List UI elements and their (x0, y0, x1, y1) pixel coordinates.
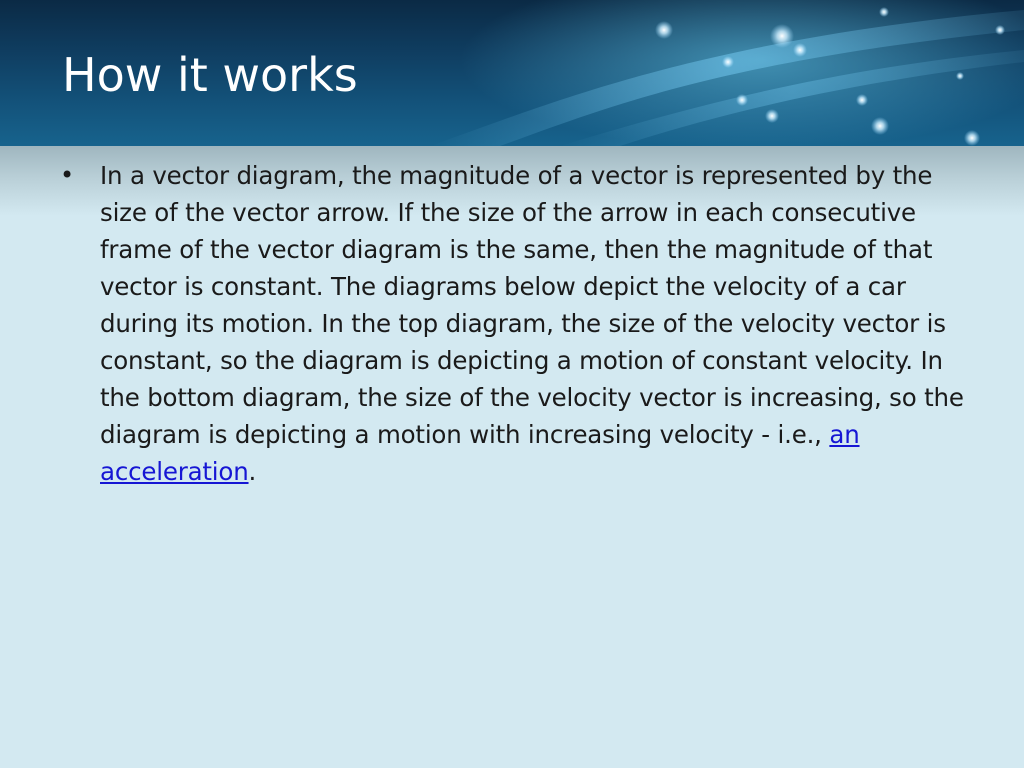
bullet-item (60, 157, 970, 490)
header-star (964, 130, 980, 146)
acceleration-link[interactable]: an acceleration (100, 420, 860, 486)
header-star (793, 43, 807, 57)
bullet-paragraph (100, 157, 970, 490)
bullet-icon: • (60, 161, 75, 189)
bullet-trailing-text: . (248, 457, 257, 486)
slide-content (60, 157, 970, 490)
header-star (736, 94, 748, 106)
header-star (655, 21, 673, 39)
header-star (995, 25, 1005, 35)
header-star (765, 109, 779, 123)
slide-title: How it works (62, 48, 358, 102)
header-star (856, 94, 868, 106)
header-star (770, 24, 794, 48)
header-star (722, 56, 734, 68)
header-star (871, 117, 889, 135)
header-star (956, 72, 964, 80)
slide-header-banner (0, 0, 1024, 146)
bullet-body-text: In a vector diagram, the magnitude of a vector is represented by the size of the vector arrow. If the size of the arrow in each consecutive frame of the vector diagram is the same, then the magnitude of that vector is constant. The diagrams below depict the velocity of a car during its motion. In the top diagram, the size of the velocity vector is constant, so the diagram is depicting a motion of constant velocity. In the bottom diagram, the size of the velocity vector is increasing, so the diagram is depicting a motion with increasing velocity - i.e., (100, 161, 964, 449)
header-star (879, 7, 889, 17)
